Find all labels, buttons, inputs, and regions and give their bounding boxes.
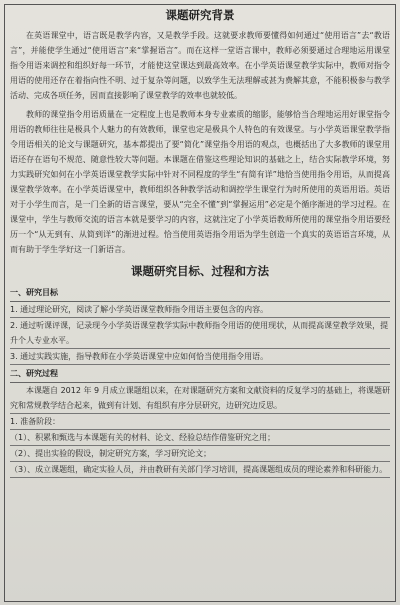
prep-item-2: （2）、提出实验的假设，制定研究方案，学习研究论文；	[10, 446, 390, 462]
prep-item-1: （1）、积累和甄选与本课题有关的材料、论文、经验总结作借鉴研究之用；	[10, 430, 390, 446]
prep-stage-heading: 1. 准备阶段：	[10, 414, 390, 430]
research-process-heading: 二、研究过程	[10, 366, 390, 383]
section-title: 课题研究目标、过程和方法	[131, 264, 269, 278]
background-paragraph-1: 在英语课堂中，语言既是教学内容，又是教学手段。这就要求教师要懂得如何通过“使用语言”去“教语言”，并能使学生通过“使用语言”来“掌握语言”。而在这样一堂语言课中，教师必须要通过合理地运用课堂指令用语来调控和组织好每一环节，才能使这堂课达到最高效率。在小学英语课堂教学实际中，教师对指令用语的使用还存在着指向性不明、过于复杂等问题，以致学生无法理解或甚为费解其意，不能积极参与教学活动、完成各项任务，因而直接影响了课堂教学的效率也就较低。	[10, 31, 390, 100]
goal-item-3: 3. 通过实践实施，指导教师在小学英语课堂中应如何恰当使用指令用语。	[10, 349, 390, 365]
process-intro: 本课题自 2012 年 9 月成立课题组以来，在对课题研究方案和文献资料的反复学习的基础上，将课题研究和常规教学结合起来，做到有计划、有组织有序分层研究，边研究边反思。	[10, 383, 390, 414]
goal-item-2: 2. 通过听课评课，记录现今小学英语课堂教学实际中教师指令用语的使用现状，从而提高课堂教学效果，提升个人专业水平。	[10, 318, 390, 349]
goal-item-1: 1. 通过理论研究，阅读了解小学英语课堂教师指令用语主要包含的内容。	[10, 302, 390, 318]
page-title: 课题研究背景	[165, 8, 235, 22]
document-body	[10, 8, 390, 478]
background-paragraph-2: 教师的课堂指令用语质量在一定程度上也是教师本身专业素质的缩影，能够恰当合理地运用好课堂指令用语的教师往往是极具个人魅力的有效教师，课堂也定是极具个人特色的有效课堂。与小学英语课堂教学指令用语相关的论文与课题研究，基本都提出了要“简化”课堂指令用语的观点，也概括出了大多教师的课堂用语还存在语句不规范、随意性较大等问题。本课题在借鉴这些理论知识的基础之上，结合实际教学环境，努力实践研究如何在小学英语课堂教学实际中针对不同程度的学生“有简有详”地恰当使用指令用语，从而提高课堂教学效率。在小学英语课堂中，教师组织各种教学活动和调控学生课堂行为时所使用的英语用语。英语对于小学生而言，是一门全新的语言课堂，要从“完全不懂”到“掌握运用”必定是个循序渐进的学习过程。在课堂中，学生与教师交流的语言本就是要学习的内容，这就注定了小学英语教师所使用的课堂指令用语要经历一个“从无到有、从简到详”的渐进过程。恰当使用英语指令用语为学生创造一个真实的英语语言环境，从而有助于学生学好这一门新语言。	[10, 110, 390, 254]
prep-item-3: （3）、成立课题组，确定实验人员，并由教研有关部门学习培训，提高课题组成员的理论素养和科研能力。	[10, 462, 390, 478]
research-goals-heading: 一、研究目标	[10, 285, 390, 302]
